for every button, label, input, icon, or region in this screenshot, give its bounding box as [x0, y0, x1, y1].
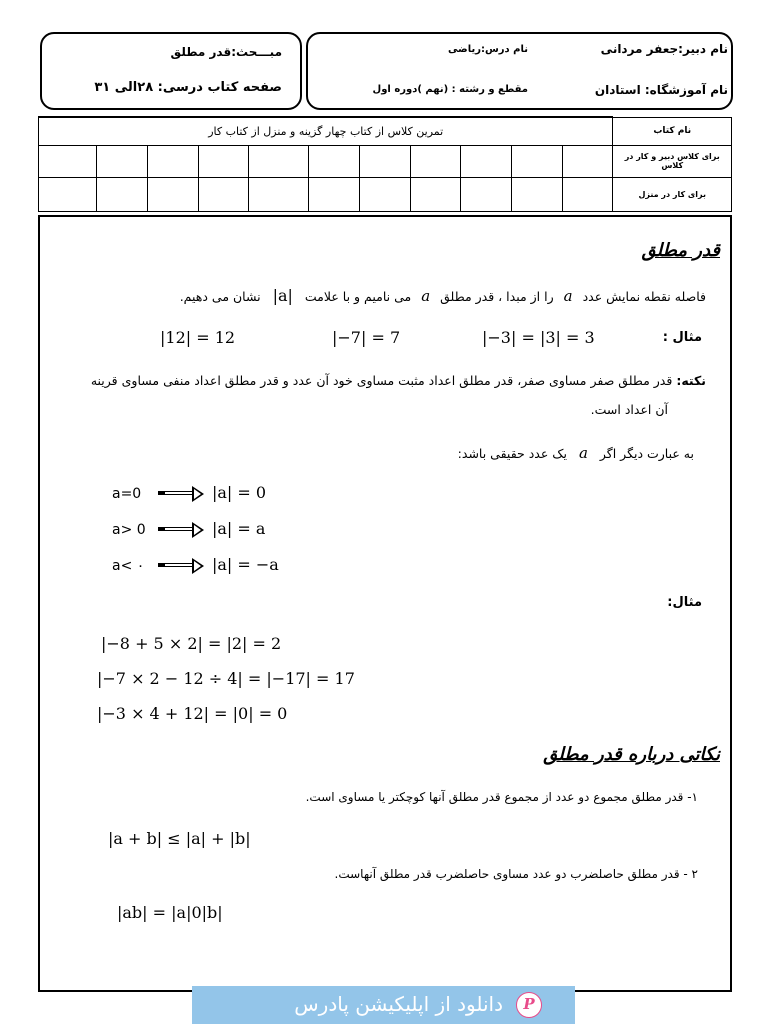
other-words: به عبارت دیگر اگر a یک عدد حقیقی باشد:	[457, 444, 694, 462]
example-eq-1: |12| = 12	[160, 328, 236, 347]
case-row-3: a< ۰ |a| = −a	[112, 555, 279, 574]
header-left-box	[40, 32, 302, 110]
app-download-banner[interactable]	[192, 986, 575, 1024]
example-eq-2: |−7| = 7	[332, 328, 401, 347]
topic: مبـــحث:قدر مطلق	[170, 45, 282, 59]
case-row-1: a=0 |a| = 0	[112, 483, 267, 502]
implies-arrow-icon	[158, 489, 204, 499]
course-name: نام درس:ریاضی	[447, 44, 528, 55]
tip-1: ۱- قدر مطلق مجموع دو عدد از مجموع قدر مطلق آنها کوچکتر یا مساوی است.	[305, 790, 698, 804]
tip-1-formula: |a + b| ≤ |a| + |b|	[108, 829, 251, 848]
tip-2-formula: |ab| = |a|0|b|	[117, 903, 223, 922]
teacher-name: نام دبیر:جعفر مردانی	[600, 42, 728, 56]
book-table-value: تمرین کلاس از کتاب چهار گزینه و منزل از کتاب کار	[39, 117, 613, 145]
note: نکته: قدر مطلق صفر مساوی صفر، قدر مطلق اعداد مثبت مساوی خود آن عدد و قدر مطلق اعداد منفی مساوی قرینه	[90, 373, 706, 388]
example-eq-3: |−3| = |3| = 3	[482, 328, 595, 347]
tip-2: ۲ - قدر مطلق حاصلضرب دو عدد مساوی حاصلضرب قدر مطلق آنهاست.	[334, 867, 698, 881]
example-label: مثال :	[662, 330, 702, 345]
school-name: نام آموزشگاه: استادان	[594, 83, 728, 97]
implies-arrow-icon	[158, 525, 204, 535]
banner-text: دانلود از اپلیکیشن پادرس	[294, 992, 503, 1016]
class-work-label: برای کلاس دبیر و کار در کلاس	[613, 145, 732, 177]
textbook-pages: صفحه کتاب درسی: ۲۸الی ۳۱	[94, 80, 282, 95]
padars-logo-icon: P	[516, 992, 542, 1018]
case-row-2: a> 0 |a| = a	[112, 519, 266, 538]
example2-eq-1: |−8 + 5 × 2| = |2| = 2	[101, 634, 282, 653]
definition: فاصله نقطه نمایش عدد a را از مبدا ، قدر مطلق a می نامیم و با علامت |a| نشان می دهیم.	[179, 286, 706, 305]
section-title: قدر مطلق	[641, 240, 720, 261]
book-table-label: نام کتاب	[613, 117, 732, 145]
example2-eq-2: |−7 × 2 − 12 ÷ 4| = |−17| = 17	[97, 669, 355, 688]
homework-label: برای کار در منزل	[613, 177, 732, 211]
example2-eq-3: |−3 × 4 + 12| = |0| = 0	[97, 704, 288, 723]
book-table	[38, 116, 732, 212]
tips-subtitle: نکاتی درباره قدر مطلق	[543, 744, 720, 765]
example2-label: مثال:	[667, 595, 702, 610]
implies-arrow-icon	[158, 561, 204, 571]
note-line2: آن اعداد است.	[590, 402, 668, 417]
grade: مقطع و رشته : (نهم )دوره اول	[372, 84, 528, 95]
